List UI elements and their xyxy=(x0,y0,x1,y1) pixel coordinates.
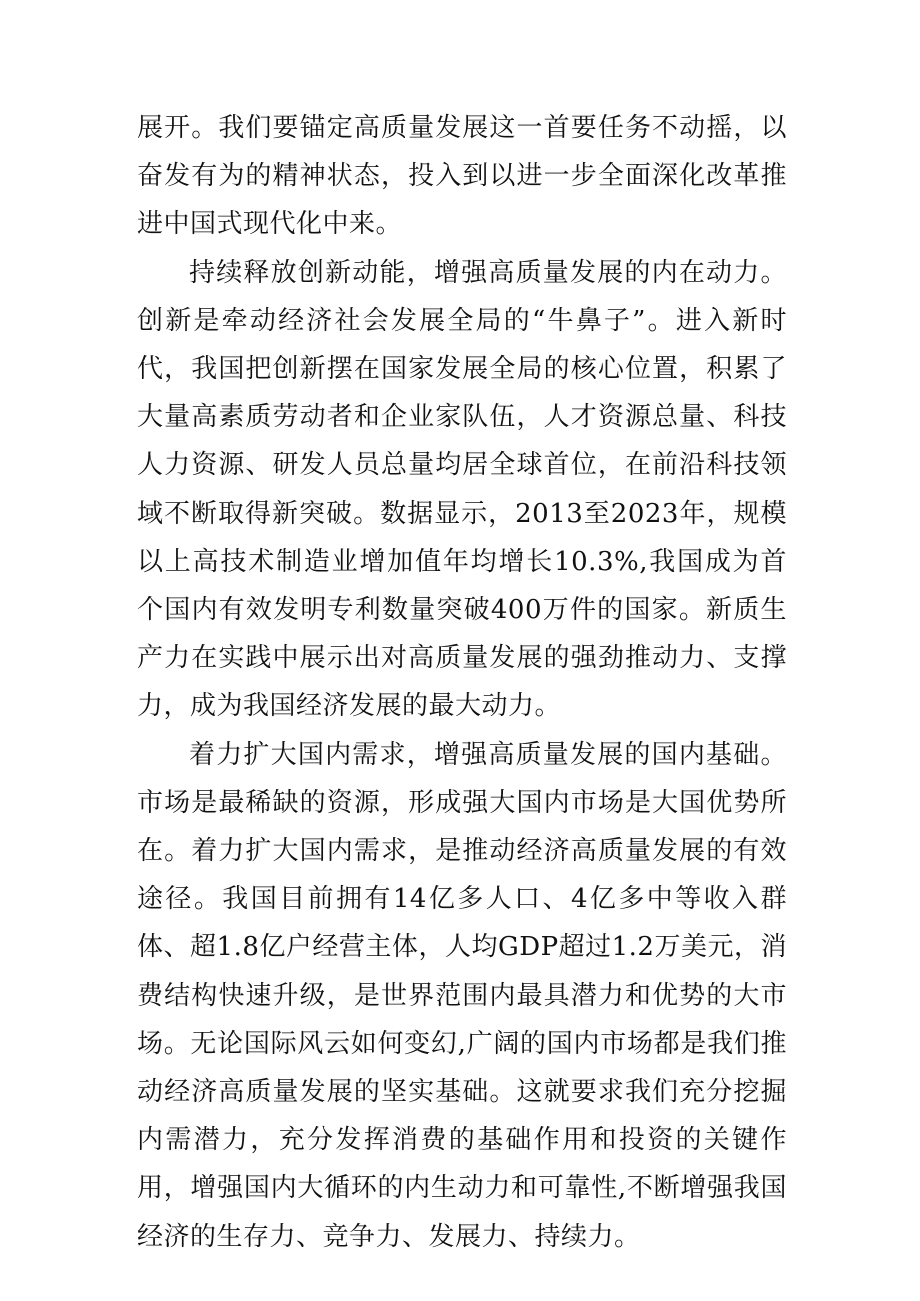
paragraph-continuation: 展开。我们要锚定高质量发展这一首要任务不动摇，以奋发有为的精神状态，投入到以进一步全面深化改革推进中国式现代化中来。 xyxy=(137,113,787,240)
document-body xyxy=(137,104,787,1261)
paragraph-domestic-demand: 着力扩大国内需求，增强高质量发展的国内基础。市场是最稀缺的资源，形成强大国内市场是大国优势所在。着力扩大国内需求，是推动经济高质量发展的有效途径。我国目前拥有14亿多人口、4亿多中等收入群体、超1.8亿户经营主体，人均GDP超过1.2万美元，消费结构快速升级，是世界范围内最具潜力和优势的大市场。无论国际风云如何变幻,广阔的国内市场都是我们推动经济高质量发展的坚实基础。这就要求我们充分挖掘内需潜力，充分发挥消费的基础作用和投资的关键作用，增强国内大循环的内生动力和可靠性,不断增强我国经济的生存力、竞争力、发展力、持续力。 xyxy=(137,739,787,1252)
paragraph-innovation: 持续释放创新动能，增强高质量发展的内在动力。创新是牵动经济社会发展全局的“牛鼻子”。进入新时代，我国把创新摆在国家发展全局的核心位置，积累了大量高素质劳动者和企业家队伍，人才资源总量、科技人力资源、研发人员总量均居全球首位，在前沿科技领域不断取得新突破。数据显示，2013至2023年，规模以上高技术制造业增加值年均增长10.3%,我国成为首个国内有效发明专利数量突破400万件的国家。新质生产力在实践中展示出对高质量发展的强劲推动力、支撑力，成为我国经济发展的最大动力。 xyxy=(137,257,787,722)
